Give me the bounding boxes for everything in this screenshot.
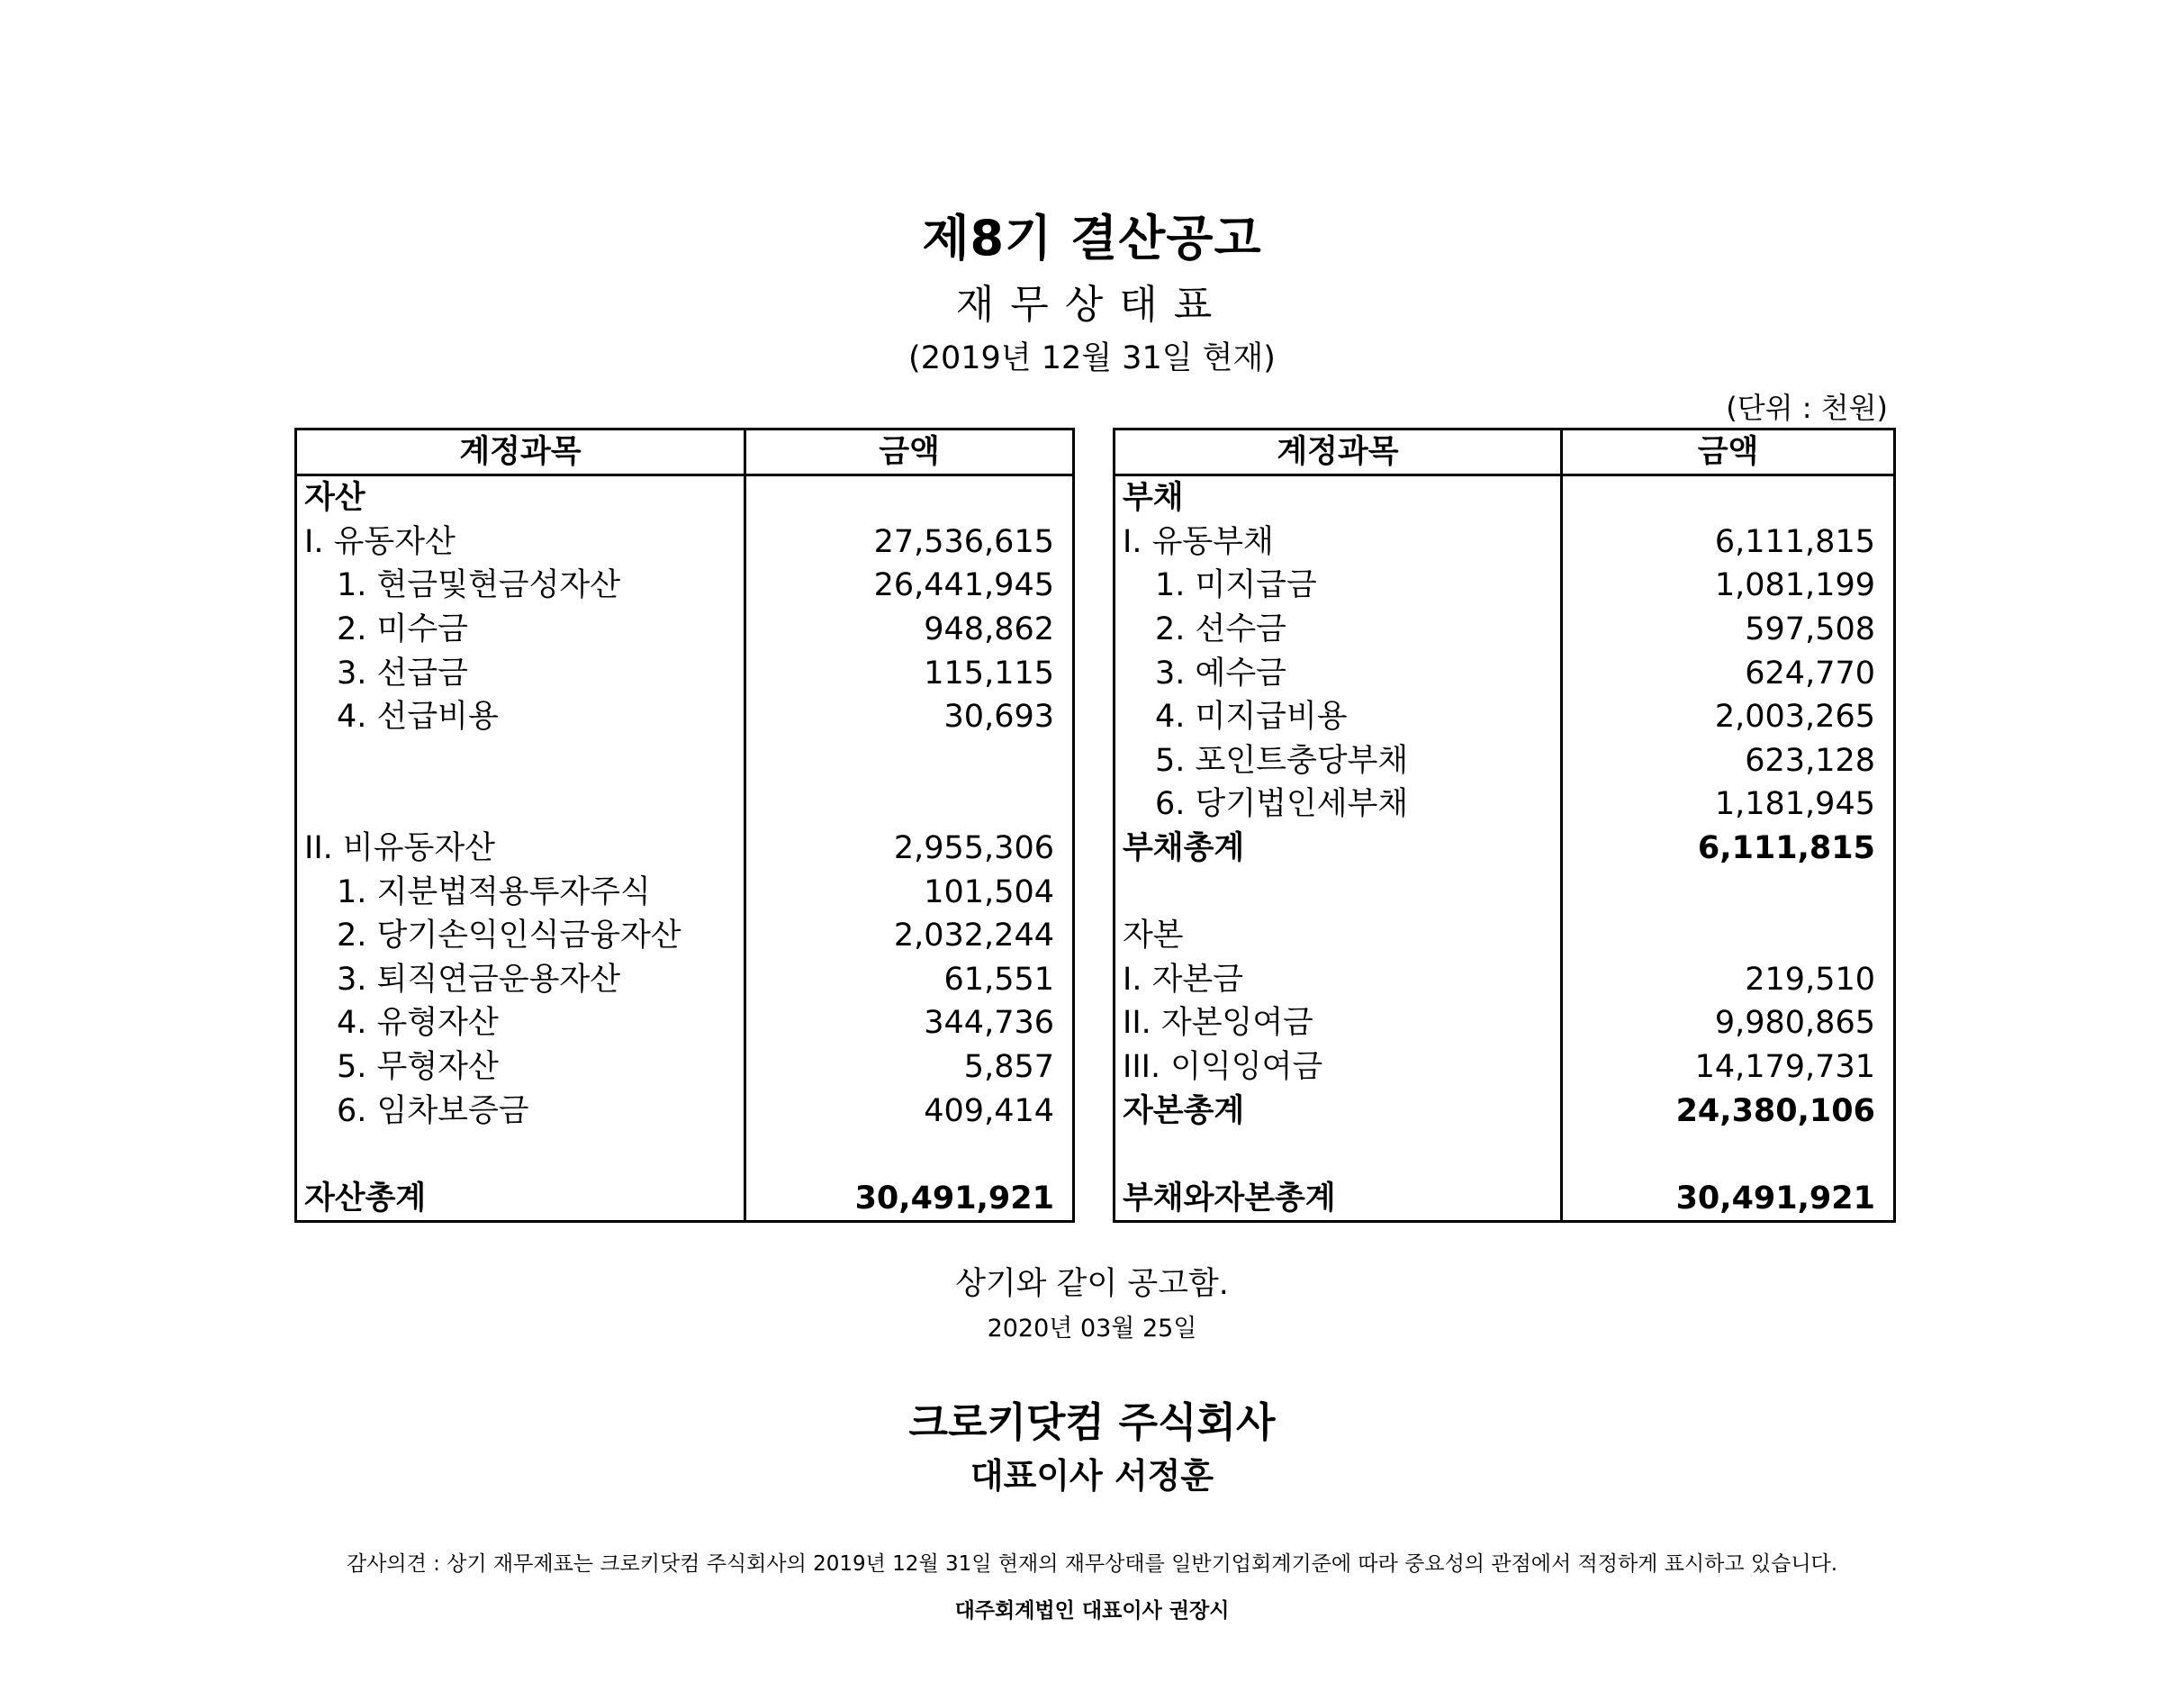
amount-cell: 409,414 — [745, 1089, 1074, 1133]
account-cell: II. 자본잉여금 — [1115, 1001, 1562, 1045]
amount-cell: 61,551 — [745, 958, 1074, 1002]
amount-cell — [1562, 914, 1895, 958]
table-row — [296, 1045, 1074, 1090]
table-row — [296, 1001, 1074, 1045]
notice-title: 제8기 결산공고 — [922, 210, 1262, 267]
amount-cell: 30,491,921 — [1562, 1177, 1895, 1222]
table-row — [1115, 870, 1895, 914]
amount-cell: 6,111,815 — [1562, 827, 1895, 871]
account-cell: 부채와자본총계 — [1115, 1177, 1562, 1222]
audit-opinion: 감사의견 : 상기 재무제표는 크로키닷컴 주식회사의 2019년 12월 31일 현재의 재무상태를 일반기업회계기준에 따라 중요성의 관점에서 적정하게 표시하고 있습니다. — [346, 1552, 1838, 1576]
amount-cell: 1,181,945 — [1562, 782, 1895, 827]
amount-cell — [745, 739, 1074, 783]
account-cell: II. 비유동자산 — [296, 827, 745, 871]
amount-cell: 2,955,306 — [745, 827, 1074, 871]
account-cell: 6. 임차보증금 — [296, 1089, 745, 1133]
table-row — [296, 608, 1074, 652]
table-row — [296, 520, 1074, 565]
account-cell: 4. 유형자산 — [296, 1001, 745, 1045]
announcement-date: 2020년 03월 25일 — [987, 1315, 1197, 1343]
amount-cell: 30,693 — [745, 695, 1074, 739]
table-row — [296, 695, 1074, 739]
amount-cell: 6,111,815 — [1562, 520, 1895, 565]
account-cell — [296, 782, 745, 827]
amount-column-header: 금액 — [1562, 430, 1895, 475]
table-row — [296, 827, 1074, 871]
account-cell: 자산 — [296, 475, 745, 520]
amount-cell: 2,032,244 — [745, 914, 1074, 958]
amount-cell: 101,504 — [745, 870, 1074, 914]
account-cell — [1115, 1133, 1562, 1177]
unit-label: (단위 : 천원) — [1726, 391, 1888, 425]
account-cell — [296, 1133, 745, 1177]
account-cell: I. 유동부채 — [1115, 520, 1562, 565]
account-cell: 자산총계 — [296, 1177, 745, 1222]
assets-table-header — [296, 430, 1074, 475]
amount-cell — [745, 1133, 1074, 1177]
account-cell: 3. 퇴직연금운용자산 — [296, 958, 745, 1002]
table-row — [296, 475, 1074, 520]
account-column-header: 계정과목 — [1115, 430, 1562, 475]
table-row — [296, 564, 1074, 608]
table-row — [1115, 608, 1895, 652]
table-row — [1115, 695, 1895, 739]
amount-cell: 219,510 — [1562, 958, 1895, 1002]
amount-cell — [745, 782, 1074, 827]
table-row — [1115, 475, 1895, 520]
table-row — [296, 1089, 1074, 1133]
account-cell: 4. 미지급비용 — [1115, 695, 1562, 739]
account-cell: 부채 — [1115, 475, 1562, 520]
table-row — [1115, 1001, 1895, 1045]
table-row — [1115, 782, 1895, 827]
table-row — [1115, 914, 1895, 958]
account-column-header: 계정과목 — [296, 430, 745, 475]
amount-cell: 27,536,615 — [745, 520, 1074, 565]
liabilities-table-header — [1115, 430, 1895, 475]
ceo-name: 대표이사 서정훈 — [970, 1456, 1214, 1496]
table-row — [1115, 739, 1895, 783]
table-row — [296, 1177, 1074, 1222]
table-row — [1115, 958, 1895, 1002]
account-cell: 6. 당기법인세부채 — [1115, 782, 1562, 827]
account-cell: 5. 포인트충당부채 — [1115, 739, 1562, 783]
table-row — [296, 1133, 1074, 1177]
table-row — [296, 782, 1074, 827]
table-row — [296, 651, 1074, 695]
account-cell — [1115, 870, 1562, 914]
table-row — [1115, 564, 1895, 608]
amount-cell: 26,441,945 — [745, 564, 1074, 608]
account-cell: 2. 미수금 — [296, 608, 745, 652]
statement-subtitle: 재무상태표 — [955, 282, 1229, 328]
announcement-statement: 상기와 같이 공고함. — [955, 1266, 1229, 1302]
account-cell: 1. 지분법적용투자주식 — [296, 870, 745, 914]
amount-cell: 14,179,731 — [1562, 1045, 1895, 1090]
liabilities-equity-table — [1113, 428, 1896, 1223]
amount-cell: 623,128 — [1562, 739, 1895, 783]
account-cell: 3. 예수금 — [1115, 651, 1562, 695]
account-cell: 자본총계 — [1115, 1089, 1562, 1133]
account-cell: III. 이익잉여금 — [1115, 1045, 1562, 1090]
table-row — [1115, 1045, 1895, 1090]
amount-cell: 24,380,106 — [1562, 1089, 1895, 1133]
amount-cell: 344,736 — [745, 1001, 1074, 1045]
amount-cell — [1562, 475, 1895, 520]
amount-cell — [745, 475, 1074, 520]
table-row — [1115, 1133, 1895, 1177]
amount-column-header: 금액 — [745, 430, 1074, 475]
amount-cell: 948,862 — [745, 608, 1074, 652]
as-of-date: (2019년 12월 31일 현재) — [908, 340, 1276, 376]
account-cell: 부채총계 — [1115, 827, 1562, 871]
table-row — [1115, 651, 1895, 695]
account-cell — [296, 739, 745, 783]
amount-cell: 5,857 — [745, 1045, 1074, 1090]
amount-cell: 30,491,921 — [745, 1177, 1074, 1222]
account-cell: 2. 선수금 — [1115, 608, 1562, 652]
account-cell: 5. 무형자산 — [296, 1045, 745, 1090]
account-cell: 4. 선급비용 — [296, 695, 745, 739]
table-row — [1115, 1177, 1895, 1222]
table-row — [296, 914, 1074, 958]
amount-cell: 1,081,199 — [1562, 564, 1895, 608]
amount-cell: 2,003,265 — [1562, 695, 1895, 739]
table-row — [1115, 827, 1895, 871]
amount-cell: 9,980,865 — [1562, 1001, 1895, 1045]
table-row — [1115, 520, 1895, 565]
table-row — [1115, 1089, 1895, 1133]
account-cell: I. 유동자산 — [296, 520, 745, 565]
amount-cell: 624,770 — [1562, 651, 1895, 695]
account-cell: 2. 당기손익인식금융자산 — [296, 914, 745, 958]
company-name: 크로키닷컴 주식회사 — [908, 1398, 1276, 1446]
amount-cell — [1562, 870, 1895, 914]
table-row — [296, 870, 1074, 914]
table-row — [296, 958, 1074, 1002]
auditor-name: 대주회계법인 대표이사 권장시 — [954, 1599, 1230, 1623]
table-row — [296, 739, 1074, 783]
account-cell: I. 자본금 — [1115, 958, 1562, 1002]
amount-cell: 597,508 — [1562, 608, 1895, 652]
account-cell: 1. 미지급금 — [1115, 564, 1562, 608]
assets-table — [294, 428, 1075, 1223]
account-cell: 1. 현금및현금성자산 — [296, 564, 745, 608]
amount-cell — [1562, 1133, 1895, 1177]
amount-cell: 115,115 — [745, 651, 1074, 695]
account-cell: 3. 선급금 — [296, 651, 745, 695]
account-cell: 자본 — [1115, 914, 1562, 958]
